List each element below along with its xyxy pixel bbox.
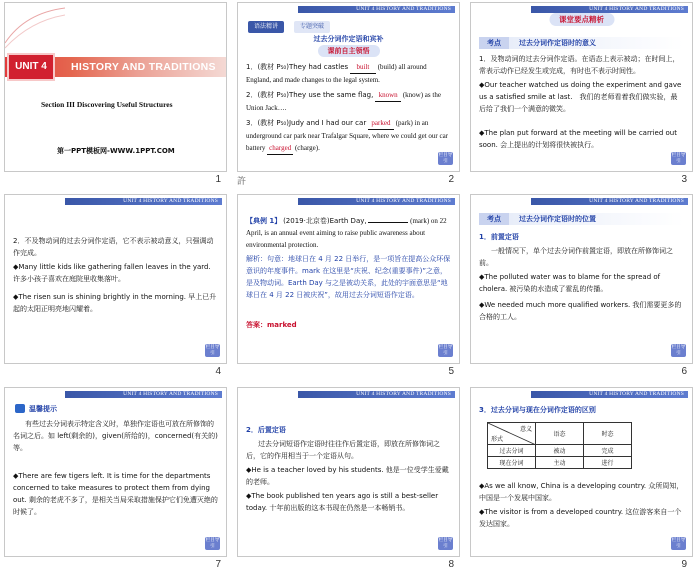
slide-cell-1[interactable] bbox=[0, 0, 233, 192]
slide-footer-1 bbox=[4, 174, 227, 188]
slide-1[interactable] bbox=[4, 2, 227, 172]
nav-corner-button[interactable]: 栏目导引 bbox=[671, 153, 686, 164]
page-number: 9 bbox=[681, 559, 687, 570]
slide-footer-9 bbox=[470, 559, 693, 573]
tab-grammar[interactable]: 语法精讲 bbox=[248, 21, 284, 33]
table-header-cell: 语态 bbox=[536, 423, 584, 445]
point-title: 过去分词作定语时的意义 bbox=[519, 39, 596, 47]
slide-2[interactable] bbox=[237, 2, 460, 172]
table-corner-cell bbox=[488, 423, 536, 445]
slide-header: UNIT 4 HISTORY AND TRADITIONS bbox=[471, 195, 692, 207]
slide-header: UNIT 4 HISTORY AND TRADITIONS bbox=[471, 3, 692, 15]
slide-header: UNIT 4 HISTORY AND TRADITIONS bbox=[471, 388, 692, 400]
answer-blank bbox=[368, 222, 408, 223]
explanation-line: 一般情况下，单个过去分词作前置定语，即放在所修饰词之前。 bbox=[479, 247, 673, 267]
answer-blank: charged bbox=[267, 142, 293, 155]
nav-corner-button[interactable]: 栏目导引 bbox=[438, 345, 453, 356]
tip-heading: 温馨提示 bbox=[29, 405, 57, 413]
slide-cell-4[interactable] bbox=[0, 192, 233, 384]
tip-icon bbox=[15, 404, 25, 413]
exercise-item-1: 1．(教材 P₅₀)They had castles built (build) all around England, and made changes to the legal system. bbox=[246, 63, 427, 84]
slide-cell-9[interactable] bbox=[466, 385, 699, 577]
analysis-text: 解析：句意：地球日在 4 月 22 日举行，是一项旨在提高公众环保意识的年度事件。mark 在这里是“庆祝、纪念(重要事件)”之意，是及物动词。Earth Day 与之是被动关系，此处的宇面意思是“地球日在 4 月 22 日被庆祝”，故用过去分词短语作定语。 bbox=[246, 255, 451, 299]
answer-text: 答案：marked bbox=[246, 321, 297, 329]
slide-8[interactable] bbox=[237, 387, 460, 557]
explanation-line: 1．及物动词的过去分词作定语。在语态上表示被动；在时间上，常表示动作已经发生或完成，有时也不表示时间性。 bbox=[479, 55, 680, 75]
example-question: 【典例 1】 (2019·北京卷)Earth Day, (mark) on 22 April, is an annual event aiming to raise public awareness about environmental protection. bbox=[246, 217, 447, 249]
swirl-decoration-icon bbox=[5, 3, 65, 53]
notes-icon: 許 bbox=[237, 176, 247, 186]
answer-blank: known bbox=[375, 89, 401, 102]
page-number: 4 bbox=[215, 366, 221, 377]
tip-text: 有些过去分词表示特定含义时，单独作定语也可放在所修饰的名词之后。如 left(剩余的)，given(所给的)，concerned(有关的)等。 bbox=[13, 420, 218, 452]
answer-blank: parked bbox=[368, 117, 394, 130]
slide-cell-8[interactable] bbox=[233, 385, 466, 577]
slide-5[interactable] bbox=[237, 194, 460, 364]
slide-footer-6 bbox=[470, 366, 693, 380]
topic-subtitle: 课前自主领悟 bbox=[318, 45, 380, 57]
slide-3[interactable] bbox=[470, 2, 693, 172]
subheading: 1．前置定语 bbox=[479, 233, 519, 241]
slide-cell-7[interactable] bbox=[0, 385, 233, 577]
page-number: 2 bbox=[448, 174, 454, 185]
subheading: 2．后置定语 bbox=[246, 426, 286, 434]
slide-footer-7 bbox=[4, 559, 227, 573]
nav-corner-button[interactable]: 栏目导引 bbox=[205, 538, 220, 549]
example-line: ◆The plan put forward at the meeting will be carried out soon. 会上提出的计划将很快被执行。 bbox=[479, 129, 677, 149]
corner-label-meaning: 意义 bbox=[519, 426, 532, 433]
page-number: 3 bbox=[681, 174, 687, 185]
comparison-table bbox=[487, 422, 632, 469]
topic-title: 过去分词作定语和宾补 bbox=[313, 35, 384, 43]
example-line: ◆He is a teacher loved by his students. 他是一位受学生爱戴的老师。 bbox=[246, 466, 449, 486]
footer-note: 第一PPT模板网-WWW.1PPT.COM bbox=[57, 147, 175, 155]
explanation-line: 过去分词短语作定语时往往作后置定语，即放在所修饰词之后，它的作用相当于一个定语从句。 bbox=[246, 440, 440, 460]
example-line: ◆Our teacher watched us doing the experiment and gave us a satisfied smile at last. 我们的老师看着我们做实验，最后给了我们一个满意的微笑。 bbox=[479, 81, 682, 113]
slide-footer-4 bbox=[4, 366, 227, 380]
slide-7[interactable] bbox=[4, 387, 227, 557]
table-header-cell: 时态 bbox=[584, 423, 632, 445]
example-line: ◆The visitor is from a developed country. 这位游客来自一个发达国家。 bbox=[479, 508, 682, 528]
page-number: 8 bbox=[448, 559, 454, 570]
slide-header: UNIT 4 HISTORY AND TRADITIONS bbox=[238, 3, 459, 15]
page-number: 7 bbox=[215, 559, 221, 570]
table-row: 现在分词 主动 进行 bbox=[488, 457, 632, 469]
corner-label-form: 形式 bbox=[491, 436, 504, 443]
slide-4[interactable] bbox=[4, 194, 227, 364]
example-line: ◆As we all know, China is a developing country. 众所周知，中国是一个发展中国家。 bbox=[479, 482, 684, 502]
example-line: ◆The polluted water was to blame for the spread of cholera. 被污染的水造成了霍乱的传播。 bbox=[479, 273, 661, 293]
point-label: 考点 bbox=[479, 37, 509, 49]
exercise-item-3: 3．(教材 P₅₀)Judy and I had our car parked (park) in an underground car park near Trafalgar Square, where we could get our car battery charged (charge). bbox=[246, 117, 451, 155]
tab-breakthrough[interactable]: 专题突破 bbox=[294, 21, 330, 33]
exercise-item-2: 2．(教材 P₅₀)They use the same flag, known (know) as the Union Jack…. bbox=[246, 91, 441, 112]
subheading: 3．过去分词与现在分词作定语的区别 bbox=[479, 406, 596, 414]
nav-corner-button[interactable]: 栏目导引 bbox=[438, 153, 453, 164]
point-title: 过去分词作定语时的位置 bbox=[519, 215, 596, 223]
page-number: 6 bbox=[681, 366, 687, 377]
page-number: 1 bbox=[215, 174, 221, 185]
unit-label: UNIT 4 bbox=[7, 53, 55, 81]
unit-title: HISTORY AND TRADITIONS bbox=[71, 61, 216, 73]
nav-corner-button[interactable]: 栏目导引 bbox=[205, 345, 220, 356]
slide-footer-2 bbox=[237, 174, 460, 188]
point-label: 考点 bbox=[479, 213, 509, 225]
answer-blank: built bbox=[350, 61, 376, 74]
slide-footer-5 bbox=[237, 366, 460, 380]
slide-header: UNIT 4 HISTORY AND TRADITIONS bbox=[238, 388, 459, 400]
example-line: ◆There are few tigers left. It is time for the departments concerned to take measures to protect them from dying out. 剩余的老虎不多了，是相关当局采取措施保护它们免遭灭绝的时候了。 bbox=[13, 472, 218, 516]
explanation-line: 2．不及物动词的过去分词作定语，它不表示被动意义，只强调动作完成。 bbox=[13, 237, 214, 257]
slide-footer-8 bbox=[237, 559, 460, 573]
slide-cell-2[interactable] bbox=[233, 0, 466, 192]
example-line: ◆The risen sun is shining brightly in the morning. 早上已升起的太阳正明亮地闪耀着。 bbox=[13, 293, 217, 313]
slide-cell-5[interactable] bbox=[233, 192, 466, 384]
page-number: 5 bbox=[448, 366, 454, 377]
slide-9[interactable] bbox=[470, 387, 693, 557]
slide-cell-3[interactable] bbox=[466, 0, 699, 192]
slide-header: UNIT 4 HISTORY AND TRADITIONS bbox=[5, 388, 226, 400]
slide-header: UNIT 4 HISTORY AND TRADITIONS bbox=[238, 195, 459, 207]
slide-6[interactable] bbox=[470, 194, 693, 364]
example-line: ◆Many little kids like gathering fallen leaves in the yard. 许多小孩子喜欢在庭院里收集落叶。 bbox=[13, 263, 211, 283]
section-title: Section III Discovering Useful Structures bbox=[41, 100, 173, 109]
section-heading: 课堂要点精析 bbox=[549, 13, 614, 26]
slide-header: UNIT 4 HISTORY AND TRADITIONS bbox=[5, 195, 226, 207]
example-line: ◆The book published ten years ago is still a best-seller today. 十年前出版的这本书现在仍然是一本畅销书。 bbox=[246, 492, 439, 512]
nav-corner-button[interactable]: 栏目导引 bbox=[671, 538, 686, 549]
table-row: 过去分词 被动 完成 bbox=[488, 445, 632, 457]
nav-corner-button[interactable]: 栏目导引 bbox=[671, 345, 686, 356]
example-label: 【典例 1】 bbox=[246, 217, 282, 225]
nav-corner-button[interactable]: 栏目导引 bbox=[438, 538, 453, 549]
slide-cell-6[interactable] bbox=[466, 192, 699, 384]
example-line: ◆We needed much more qualified workers. 我们需要更多的合格的工人。 bbox=[479, 301, 682, 321]
slide-footer-3 bbox=[470, 174, 693, 188]
